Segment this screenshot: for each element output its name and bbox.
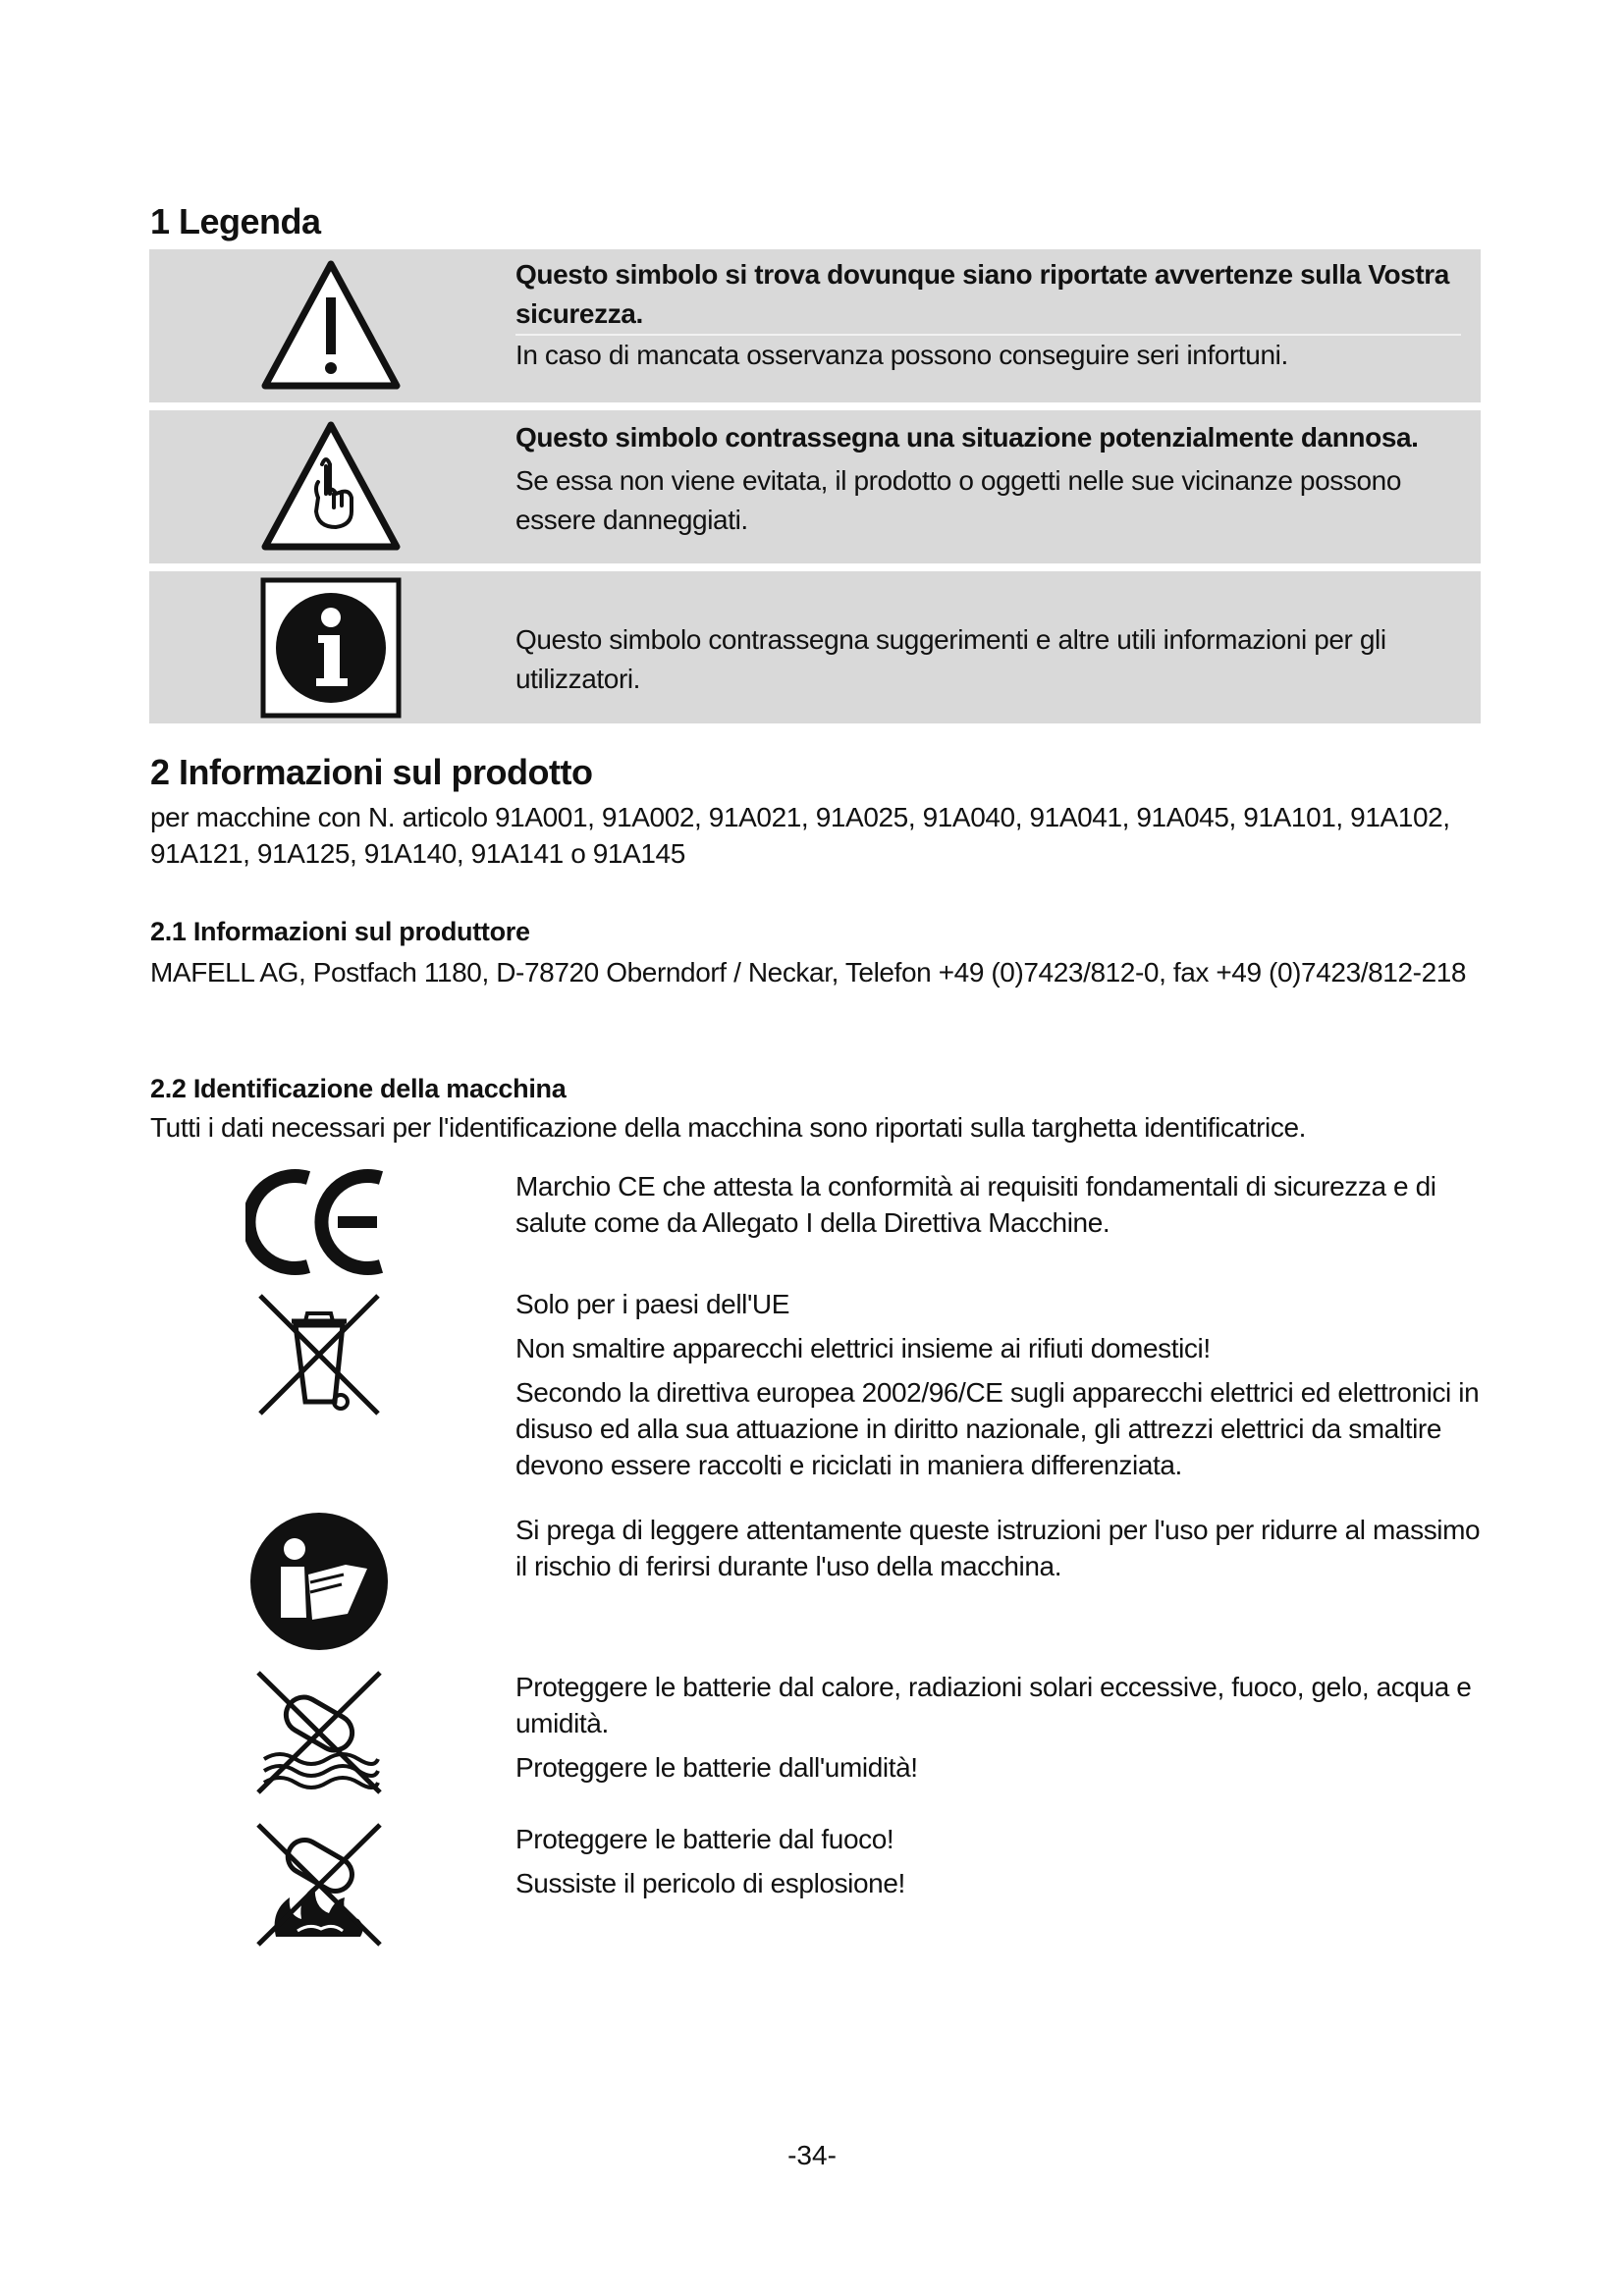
product-info-heading: 2 Informazioni sul prodotto — [150, 752, 593, 792]
symbol-icon-cell — [245, 1669, 393, 1796]
legend-bold-text: Questo simbolo contrassegna una situazione potenzialmente dannosa. — [515, 422, 1419, 453]
legend-icon-cell — [149, 249, 513, 402]
battery-no-fire-icon — [250, 1821, 388, 1949]
symbol-icon-cell — [245, 1510, 393, 1653]
legend-plain-text: Questo simbolo contrassegna suggerimenti e altre utili informazioni per gli utilizzatori. — [515, 624, 1386, 694]
symbol-line: Marchio CE che attesta la conformità ai requisiti fondamentali di sicurezza e di salute come da Allegato I della Direttiva Macchine. — [515, 1171, 1436, 1238]
symbol-line: Solo per i paesi dell'UE — [515, 1289, 790, 1319]
identification-text: Tutti i dati necessari per l'identificazione della macchina sono riportati sulla targhetta identificatrice. — [150, 1112, 1307, 1143]
legend-row-caution — [149, 410, 1481, 563]
symbol-line: Non smaltire apparecchi elettrici insieme ai rifiuti domestici! — [515, 1333, 1211, 1363]
page-number: -34- — [787, 2140, 837, 2170]
legend-plain-text: Se essa non viene evitata, il prodotto o oggetti nelle sue vicinanze possono essere danneggiati. — [515, 465, 1401, 535]
symbol-line: Proteggere le batterie dal calore, radiazioni solari eccessive, fuoco, gelo, acqua e umidità. — [515, 1672, 1472, 1738]
symbol-icon-cell — [245, 1168, 393, 1276]
legend-icon-cell — [149, 410, 513, 563]
symbol-line: Proteggere le batterie dall'umidità! — [515, 1752, 918, 1783]
symbol-text — [515, 1669, 1497, 1793]
legend-text-cell — [515, 418, 1461, 540]
ce-mark-icon — [245, 1168, 393, 1276]
info-icon — [259, 576, 403, 720]
legend-text-cell — [515, 620, 1461, 699]
manufacturer-heading: 2.1 Informazioni sul produttore — [150, 917, 530, 946]
symbol-text — [515, 1512, 1497, 1592]
symbol-text — [515, 1821, 1497, 1909]
battery-no-water-icon — [250, 1669, 388, 1796]
legend-row-info — [149, 571, 1481, 723]
legend-row-warning — [149, 249, 1481, 402]
symbol-line: Secondo la direttiva europea 2002/96/CE sugli apparecchi elettrici ed elettronici in disuso ed alla sua attuazione in diritto nazionale, gli attrezzi elettrici da smaltire devono essere raccolti e riciclati in maniera differenziata. — [515, 1377, 1480, 1480]
legend-text-cell — [515, 255, 1461, 375]
symbol-line: Sussiste il pericolo di esplosione! — [515, 1868, 905, 1898]
symbol-icon-cell — [245, 1286, 393, 1423]
warning-hand-icon — [257, 417, 405, 557]
manufacturer-text: MAFELL AG, Postfach 1180, D-78720 Oberndorf / Neckar, Telefon +49 (0)7423/812-0, fax +49 (0)7423/812-218 — [150, 957, 1467, 988]
symbol-text — [515, 1286, 1497, 1491]
legend-bold-text: Questo simbolo si trova dovunque siano riportate avvertenze sulla Vostra sicurezza. — [515, 259, 1449, 329]
symbol-line: Si prega di leggere attentamente queste istruzioni per l'uso per ridurre al massimo il rischio di ferirsi durante l'uso della macchina. — [515, 1515, 1481, 1581]
read-manual-icon — [247, 1510, 391, 1653]
identification-heading: 2.2 Identificazione della macchina — [150, 1074, 567, 1103]
legend-plain-text: In caso di mancata osservanza possono conseguire seri infortuni. — [515, 334, 1461, 375]
symbol-line: Proteggere le batterie dal fuoco! — [515, 1824, 894, 1854]
product-info-text: per macchine con N. articolo 91A001, 91A002, 91A021, 91A025, 91A040, 91A041, 91A045, 91A101, 91A102, 91A121, 91A125, 91A140, 91A141 o 91A145 — [150, 802, 1450, 869]
symbol-text — [515, 1168, 1497, 1249]
warning-exclamation-icon — [257, 256, 405, 396]
legend-icon-cell — [149, 571, 513, 723]
crossed-bin-icon — [250, 1286, 388, 1423]
symbol-icon-cell — [245, 1821, 393, 1949]
legend-heading: 1 Legenda — [150, 201, 321, 241]
